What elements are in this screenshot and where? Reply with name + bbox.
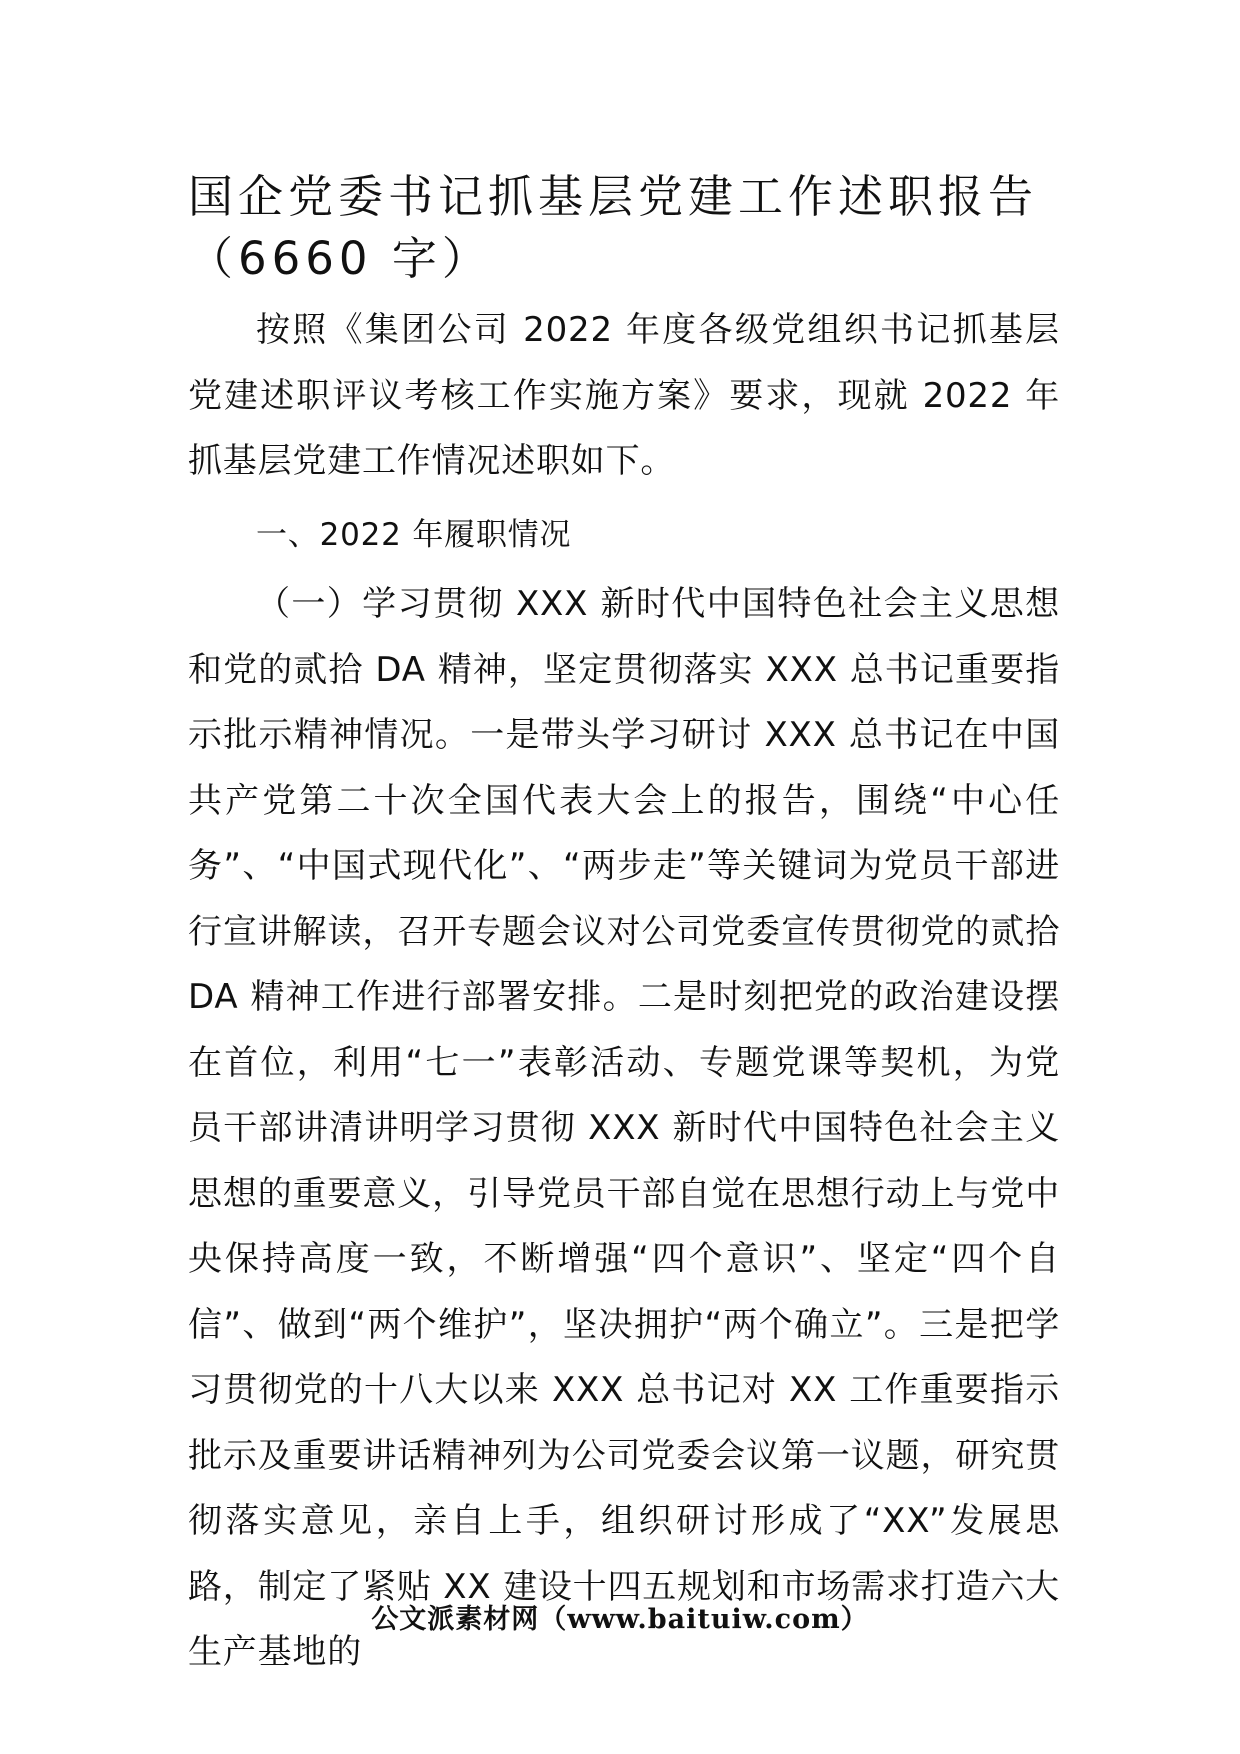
title-line-wordcount: （6660 字）: [188, 232, 492, 285]
title-line-main: 国企党委书记抓基层党建工作述职报告: [188, 170, 1039, 223]
section-heading-1: 一、2022 年履职情况: [256, 516, 572, 553]
document-title: [188, 166, 1068, 290]
document-body: [188, 298, 1060, 1686]
item-paragraph-1: （一）学习贯彻 XXX 新时代中国特色社会主义思想和党的贰拾 DA 精神，坚定贯彻落实 XXX 总书记重要指示批示精神情况。一是带头学习研讨 XXX 总书记在中国共产党第二十次全国代表大会上的报告，围绕“中心任务”、“中国式现代化”、“两步走”等关键词为党员干部进行宣讲解读，召开专题会议对公司党委宣传贯彻党的贰拾 DA 精神工作进行部署安排。二是时刻把党的政治建设摆在首位，利用“七一”表彰活动、专题党课等契机，为党员干部讲清讲明学习贯彻 XXX 新时代中国特色社会主义思想的重要意义，引导党员干部自觉在思想行动上与党中央保持高度一致，不断增强“四个意识”、坚定“四个自信”、做到“两个维护”，坚决拥护“两个确立”。三是把学习贯彻党的十八大以来 XXX 总书记对 XX 工作重要指示批示及重要讲话精神列为公司党委会议第一议题，研究贯彻落实意见，亲自上手，组织研讨形成了“XX”发展思路，制定了紧贴 XX 建设十四五规划和市场需求打造六大生产基地的: [188, 584, 1060, 1672]
footer-watermark: 公文派素材网（www.baituiw.com）: [371, 1604, 869, 1635]
intro-paragraph: 按照《集团公司 2022 年度各级党组织书记抓基层党建述职评议考核工作实施方案》要求，现就 2022 年抓基层党建工作情况述职如下。: [188, 310, 1060, 481]
